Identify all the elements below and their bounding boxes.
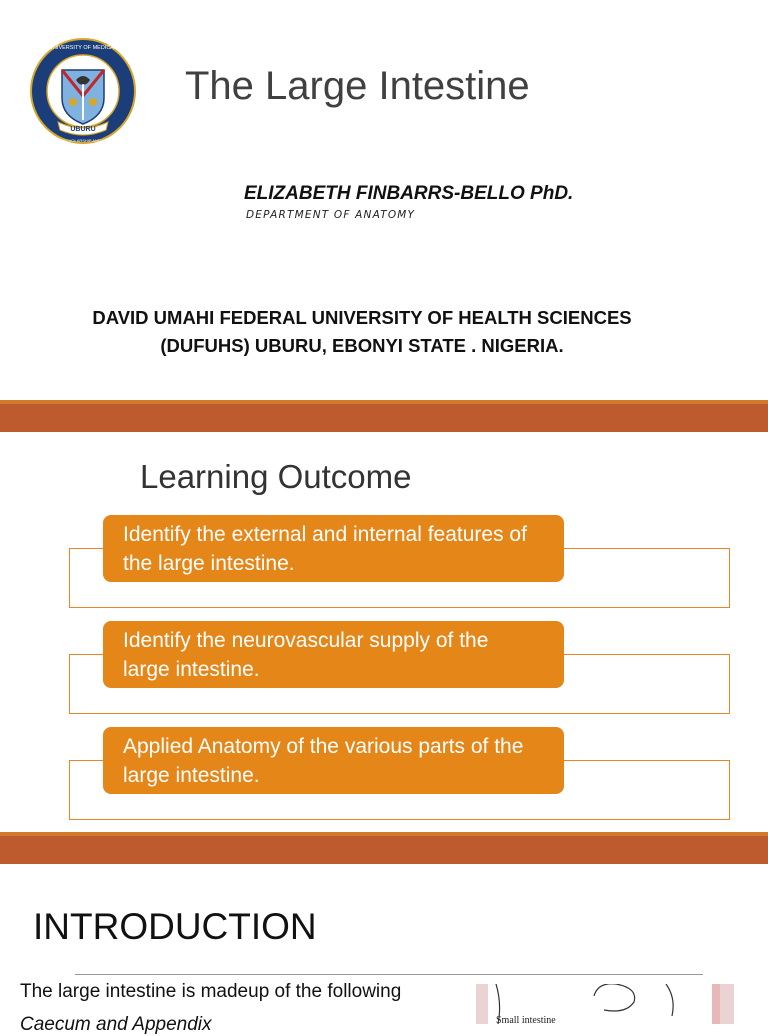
university-name — [0, 304, 724, 360]
outcome-item — [103, 515, 564, 582]
introduction-heading: INTRODUCTION — [33, 906, 317, 947]
svg-text:EXCELLENCE, SCHOLARSHIP AND PR: EXCELLENCE, SCHOLARSHIP AND PRODUCTIVITY — [34, 138, 132, 143]
outcome-line-2: the large intestine. — [123, 552, 295, 575]
learning-outcome-heading: Learning Outcome — [140, 458, 412, 495]
title-slide — [0, 0, 768, 400]
svg-text:UBURU: UBURU — [70, 126, 96, 133]
outcome-line-1: Identify the external and internal features of — [123, 523, 527, 546]
outcome-line-1: Identify the neurovascular supply of the — [123, 629, 489, 652]
slide-title: The Large Intestine — [185, 64, 530, 108]
department-label: DEPARTMENT OF ANATOMY — [246, 209, 416, 221]
intro-text: The large intestine is madeup of the following — [20, 981, 402, 1002]
outcome-line-2: large intestine. — [123, 764, 260, 787]
outcome-item — [103, 727, 564, 794]
intro-list-item: Caecum and Appendix — [20, 1014, 212, 1035]
university-line-1: DAVID UMAHI FEDERAL UNIVERSITY OF HEALTH SCIENCES — [92, 307, 632, 328]
diagram-label: Small intestine — [496, 1015, 556, 1026]
slide-divider — [0, 836, 768, 864]
university-line-2: (DUFUHS) UBURU, EBONYI STATE . NIGERIA. — [160, 335, 564, 356]
outcome-item — [103, 621, 564, 688]
slide-divider — [0, 404, 768, 432]
university-logo — [28, 36, 138, 146]
heading-rule — [75, 974, 703, 975]
outcome-line-2: large intestine. — [123, 658, 260, 681]
svg-text:UNIVERSITY OF MEDICAL: UNIVERSITY OF MEDICAL — [48, 45, 118, 51]
author-name: ELIZABETH FINBARRS-BELLO PhD. — [244, 183, 574, 204]
outcome-line-1: Applied Anatomy of the various parts of the — [123, 735, 524, 758]
